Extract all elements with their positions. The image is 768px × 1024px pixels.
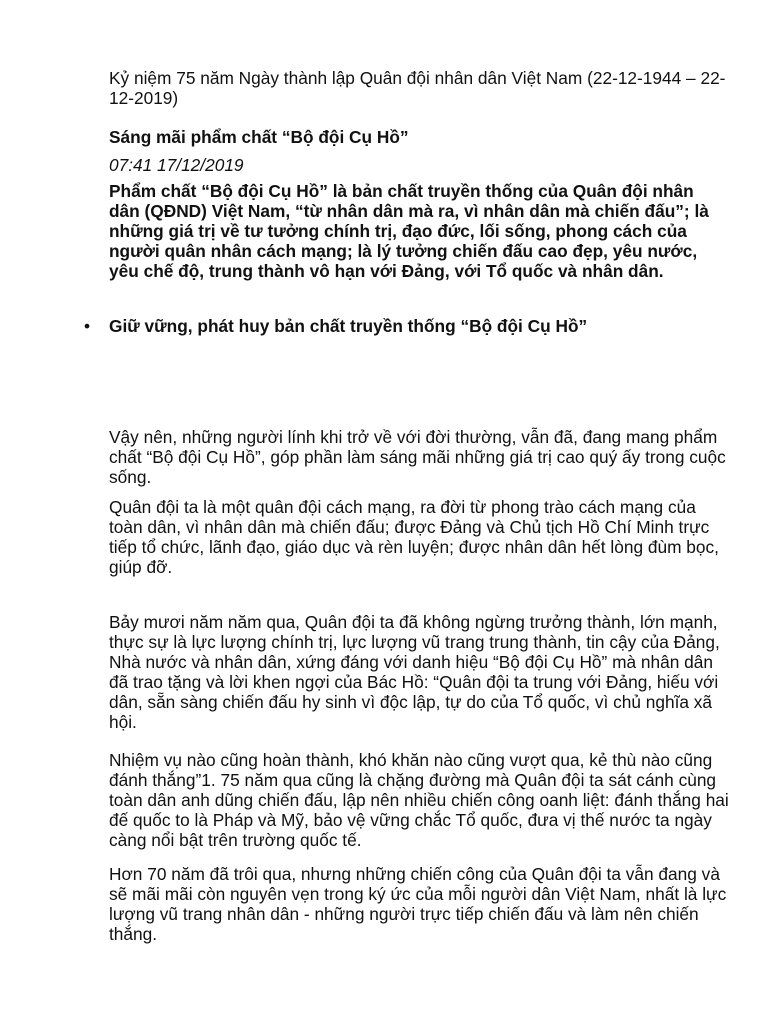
paragraph-1: Vậy nên, những người lính khi trở về với đời thường, vẫn đã, đang mang phẩm chất “Bộ đội Cụ Hồ”, góp phần làm sáng mãi những giá trị cao quý ấy trong cuộc sống. — [109, 427, 726, 487]
paragraph-5: Hơn 70 năm đã trôi qua, nhưng những chiến công của Quân đội ta vẫn đang và sẽ mãi mãi còn nguyên vẹn trong ký ức của mỗi người dân Việt Nam, nhất là lực lượng vũ trang nhân dân - những người trực tiếp chiến đấu và làm nên chiến thắng. — [109, 864, 727, 944]
article-timestamp: 07:41 17/12/2019 — [109, 155, 244, 175]
bullet-item — [84, 316, 734, 336]
article-lead: Phẩm chất “Bộ đội Cụ Hồ” là bản chất truyền thống của Quân đội nhân dân (QĐND) Việt Nam, “từ nhân dân mà ra, vì nhân dân mà chiến đấu”; là những giá trị về tư tưởng chính trị, đạo đức, lối sống, phong cách của người quân nhân cách mạng; là lý tưởng chiến đấu cao đẹp, yêu nước, yêu chế độ, trung thành vô hạn với Đảng, với Tổ quốc và nhân dân. — [109, 181, 709, 281]
event-header: Kỷ niệm 75 năm Ngày thành lập Quân đội nhân dân Việt Nam (22-12-1944 – 22-12-2019) — [109, 68, 726, 108]
paragraph-4: Nhiệm vụ nào cũng hoàn thành, khó khăn nào cũng vượt qua, kẻ thù nào cũng đánh thắng”1. 75 năm qua cũng là chặng đường mà Quân đội ta sát cánh cùng toàn dân anh dũng chiến đấu, lập nên nhiều chiến công oanh liệt: đánh thắng hai đế quốc to là Pháp và Mỹ, bảo vệ vững chắc Tổ quốc, đưa vị thế nước ta ngày càng nổi bật trên trường quốc tế. — [109, 750, 729, 850]
article-title: Sáng mãi phẩm chất “Bộ đội Cụ Hồ” — [109, 127, 409, 147]
paragraph-2: Quân đội ta là một quân đội cách mạng, ra đời từ phong trào cách mạng của toàn dân, vì nhân dân mà chiến đấu; được Đảng và Chủ tịch Hồ Chí Minh trực tiếp tổ chức, lãnh đạo, giáo dục và rèn luyện; được nhân dân hết lòng đùm bọc, giúp đỡ. — [109, 497, 719, 577]
bullet-marker: • — [84, 316, 91, 336]
paragraph-3: Bảy mươi năm năm qua, Quân đội ta đã không ngừng trưởng thành, lớn mạnh, thực sự là lực lượng chính trị, lực lượng vũ trang trung thành, tin cậy của Đảng, Nhà nước và nhân dân, xứng đáng với danh hiệu “Bộ đội Cụ Hồ” mà nhân dân đã trao tặng và lời khen ngợi của Bác Hồ: “Quân đội ta trung với Đảng, hiếu với dân, sẵn sàng chiến đấu hy sinh vì độc lập, tự do của Tổ quốc, vì chủ nghĩa xã hội. — [109, 612, 720, 732]
bullet-heading: Giữ vững, phát huy bản chất truyền thống “Bộ đội Cụ Hồ” — [109, 316, 588, 336]
